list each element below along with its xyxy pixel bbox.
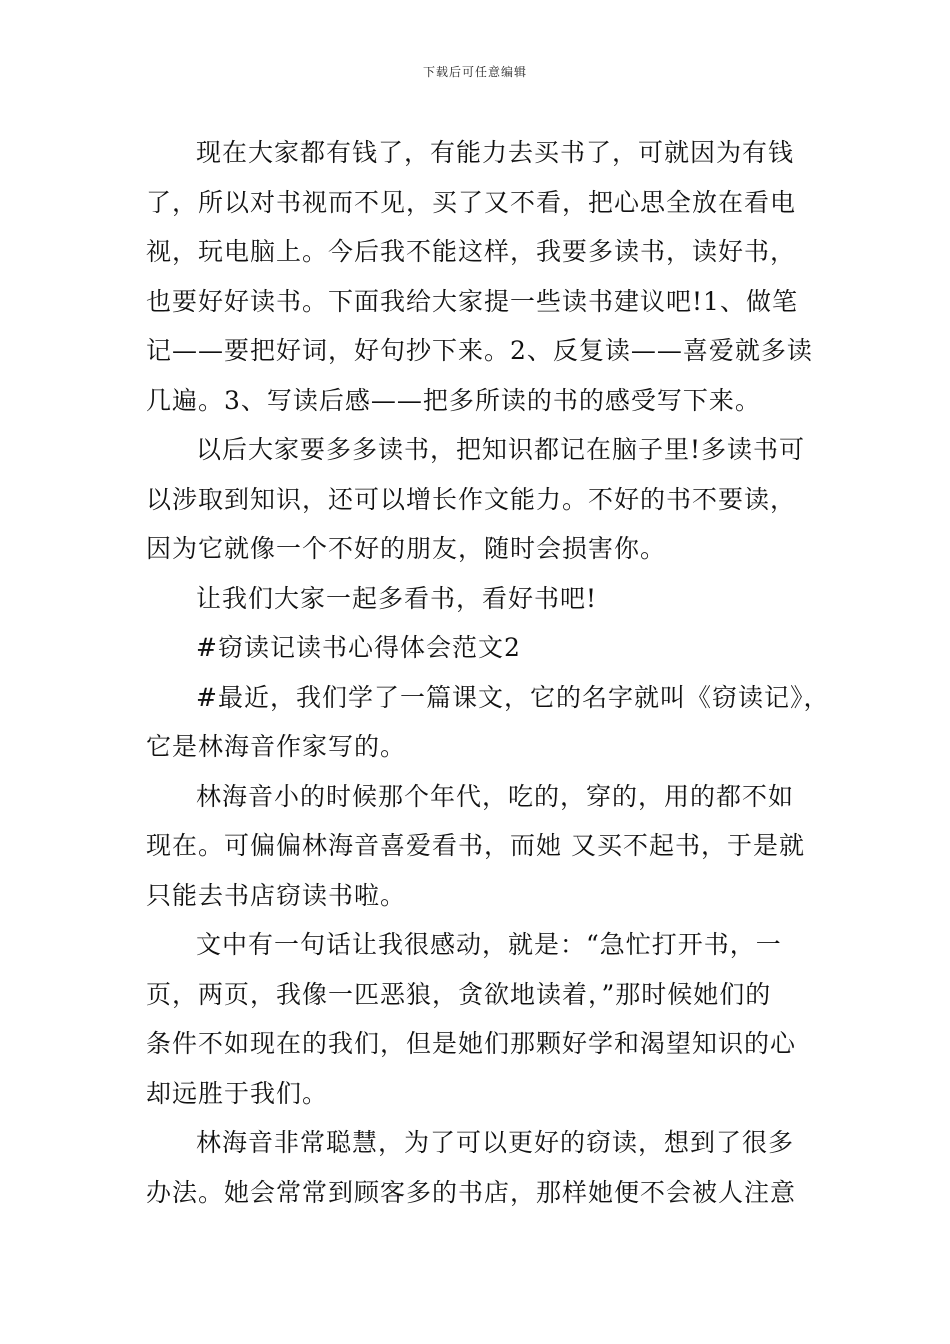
text-line: 林海音小的时候那个年代，吃的，穿的，用的都不如	[196, 781, 795, 811]
text-line: 让我们大家一起多看书，看好书吧!	[196, 583, 598, 613]
text-line: 了，所以对书视而不见，买了又不看，把心思全放在看电	[146, 187, 797, 217]
text-line: 因为它就像一个不好的朋友，随时会损害你。	[146, 534, 667, 563]
text-line: 只能去书店窃读书啦。	[146, 880, 407, 910]
text-line: 现在大家都有钱了，有能力去买书了，可就因为有钱	[196, 138, 795, 167]
text-line: 却远胜于我们。	[146, 1078, 329, 1108]
article-body	[146, 128, 836, 1217]
text-line: 林海音非常聪慧，为了可以更好的窃读，想到了很多	[196, 1128, 795, 1157]
text-line: 它是林海音作家写的。	[146, 732, 407, 761]
text-line: 办法。她会常常到顾客多的书店，那样她便不会被人注意	[146, 1177, 797, 1207]
text-line: 现在。可偏偏林海音喜爱看书，而她 又买不起书，于是就	[146, 831, 805, 860]
text-line: 视，玩电脑上。今后我不能这样，我要多读书，读好书，	[146, 237, 797, 266]
text-line: 页，两页，我像一匹恶狼，贪欲地读着，”那时候她们的	[146, 979, 772, 1009]
text-line: 条件不如现在的我们，但是她们那颗好学和渴望知识的心	[146, 1029, 797, 1058]
text-line: 记——要把好词，好句抄下来。2、反复读——喜爱就多读	[146, 336, 813, 365]
text-line: 以后大家要多多读书，把知识都记在脑子里!多读书可	[196, 435, 806, 464]
text-line: 以涉取到知识，还可以增长作文能力。不好的书不要读，	[146, 484, 797, 514]
text-line: #最近，我们学了一篇课文，它的名字就叫《窃读记》，	[196, 682, 830, 712]
page-header: 下载后可任意编辑	[422, 65, 527, 79]
section-title-line: #窃读记读书心得体会范文2	[196, 633, 521, 662]
text-line: 文中有一句话让我很感动，就是：“急忙打开书，一	[196, 930, 782, 959]
text-line: 几遍。3、写读后感——把多所读的书的感受写下来。	[146, 385, 761, 415]
text-line: 也要好好读书。下面我给大家提一些读书建议吧!1、做笔	[146, 286, 798, 316]
